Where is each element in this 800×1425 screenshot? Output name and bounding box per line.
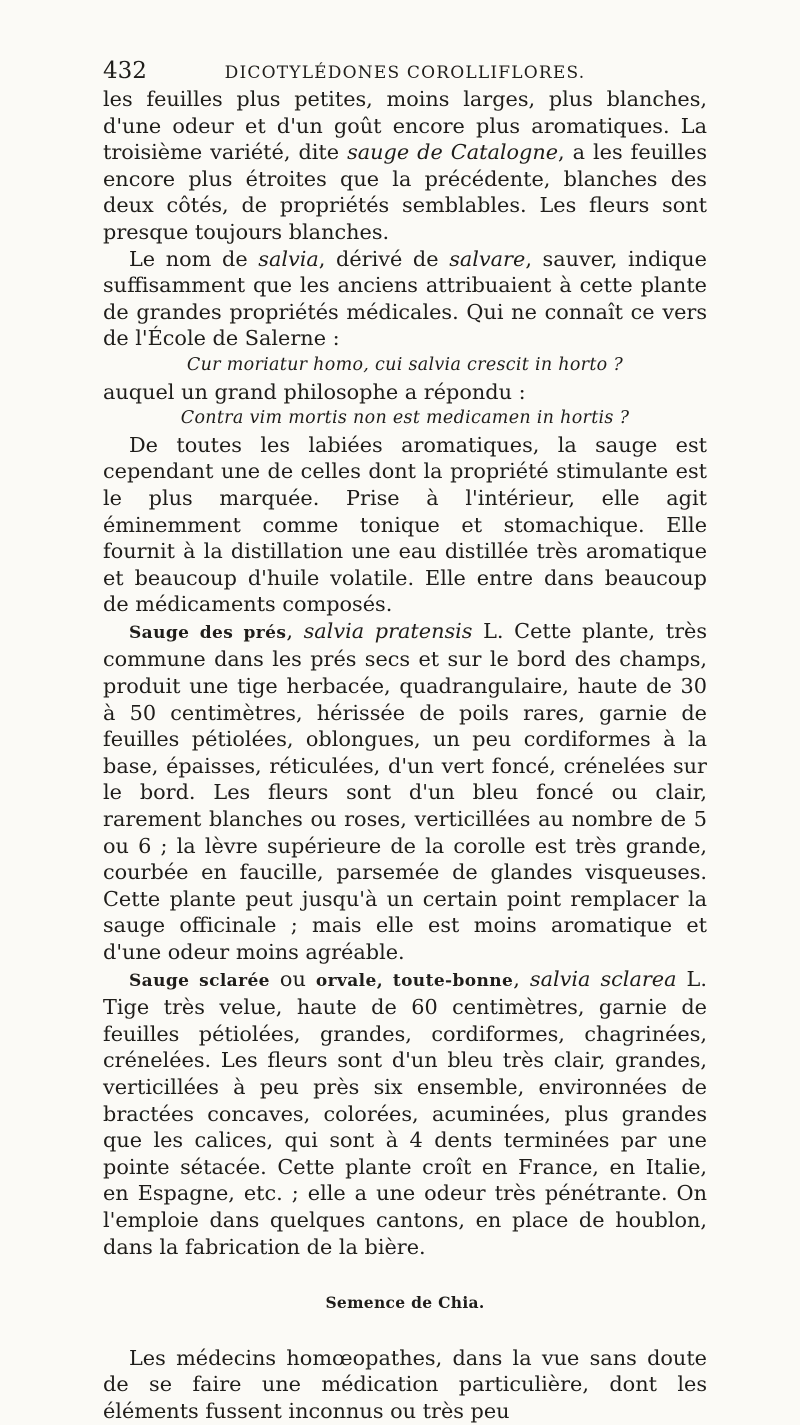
text: ,	[286, 618, 304, 643]
page-header	[103, 58, 707, 88]
paragraph-reply-intro: auquel un grand philosophe a répondu :	[103, 379, 526, 404]
verse-quote: Cur moriatur homo, cui salvia crescit in horto ?	[186, 354, 624, 375]
verse-reply: Contra vim mortis non est medicamen in hortis ?	[180, 408, 630, 429]
variety-name: sauge de Catalogne	[347, 140, 559, 165]
page-body	[103, 86, 707, 1425]
text: ou	[269, 966, 316, 991]
text: , a les feuilles encore plus étroites que la précédente, blanches des deux côtés, de propriétés semblables. Les fleurs sont presque toujours blanches.	[103, 140, 707, 244]
paragraph-sauge-des-pres	[103, 618, 707, 966]
paragraph-continued	[103, 86, 707, 246]
text: , sauver, indique suffisamment que les anciens attribuaient à cette plante de grandes propriétés médicales. Qui ne connaît ce vers de l'École de Salerne :	[103, 246, 707, 351]
text: ,	[513, 966, 530, 991]
latin-name: salvia pratensis	[303, 618, 473, 643]
paragraph-chia: Les médecins homœopathes, dans la vue sans doute de se faire une médication particulière, dont les éléments fussent inconnus ou très peu	[103, 1345, 707, 1423]
latin-name: salvia sclarea	[529, 966, 677, 991]
text: les feuilles plus petites, moins larges, plus blanches, d'une odeur et d'un goût encore plus aromatiques. La troisième variété, dite	[103, 87, 707, 165]
species-name: orvale, toute-bonne	[315, 970, 514, 991]
latin-term: salvare	[449, 246, 526, 271]
running-title: DICOTYLÉDONES COROLLIFLORES.	[224, 63, 586, 83]
section-heading: Semence de Chia.	[325, 1293, 485, 1313]
paragraph-sauge-sclaree	[103, 966, 707, 1261]
species-name: Sauge des prés	[129, 622, 287, 643]
paragraph-properties: De toutes les labiées aromatiques, la sauge est cependant une de celles dont la propriété stimulante est le plus marquée. Prise à l'intérieur, elle agit éminemment comme tonique et stomachique. Elle fournit à la distillation une eau distillée très aromatique et beaucoup d'huile volatile. Elle entre dans beaucoup de médicaments composés.	[103, 432, 707, 617]
text: Le nom de	[129, 246, 259, 271]
text: L. Tige très velue, haute de 60 centimètres, garnie de feuilles pétiolées, grandes, cordiformes, chagrinées, crénelées. Les fleurs sont d'un bleu très clair, grandes, verticillées à peu près six ensemble, environnées de bractées concaves, colorées, acuminées, plus grandes que les calices, qui sont à 4 dents terminées par une pointe sétacée. Cette plante croît en France, en Italie, en Espagne, etc. ; elle a une odeur très pénétrante. On l'emploie dans quelques cantons, en place de houblon, dans la fabrication de la bière.	[103, 966, 707, 1259]
species-name: Sauge sclarée	[129, 970, 270, 991]
text: L. Cette plante, très commune dans les prés secs et sur le bord des champs, produit une tige herbacée, quadrangulaire, haute de 30 à 50 centimètres, hérissée de poils rares, garnie de feuilles pétiolées, oblongues, un peu cordiformes à la base, épaisses, réticulées, d'un vert foncé, crénelées sur le bord. Les fleurs sont d'un bleu foncé ou clair, rarement blanches ou roses, verticillées au nombre de 5 ou 6 ; la lèvre supérieure de la corolle est très grande, courbée en faucille, parsemée de glandes visqueuses. Cette plante peut jusqu'à un certain point remplacer la sauge officinale ; mais elle est moins aromatique et d'une odeur moins agréable.	[103, 618, 708, 964]
text: , dérivé de	[318, 246, 450, 271]
paragraph-etymology	[103, 246, 707, 352]
page-number: 432	[103, 58, 147, 84]
latin-term: salvia	[258, 246, 319, 271]
